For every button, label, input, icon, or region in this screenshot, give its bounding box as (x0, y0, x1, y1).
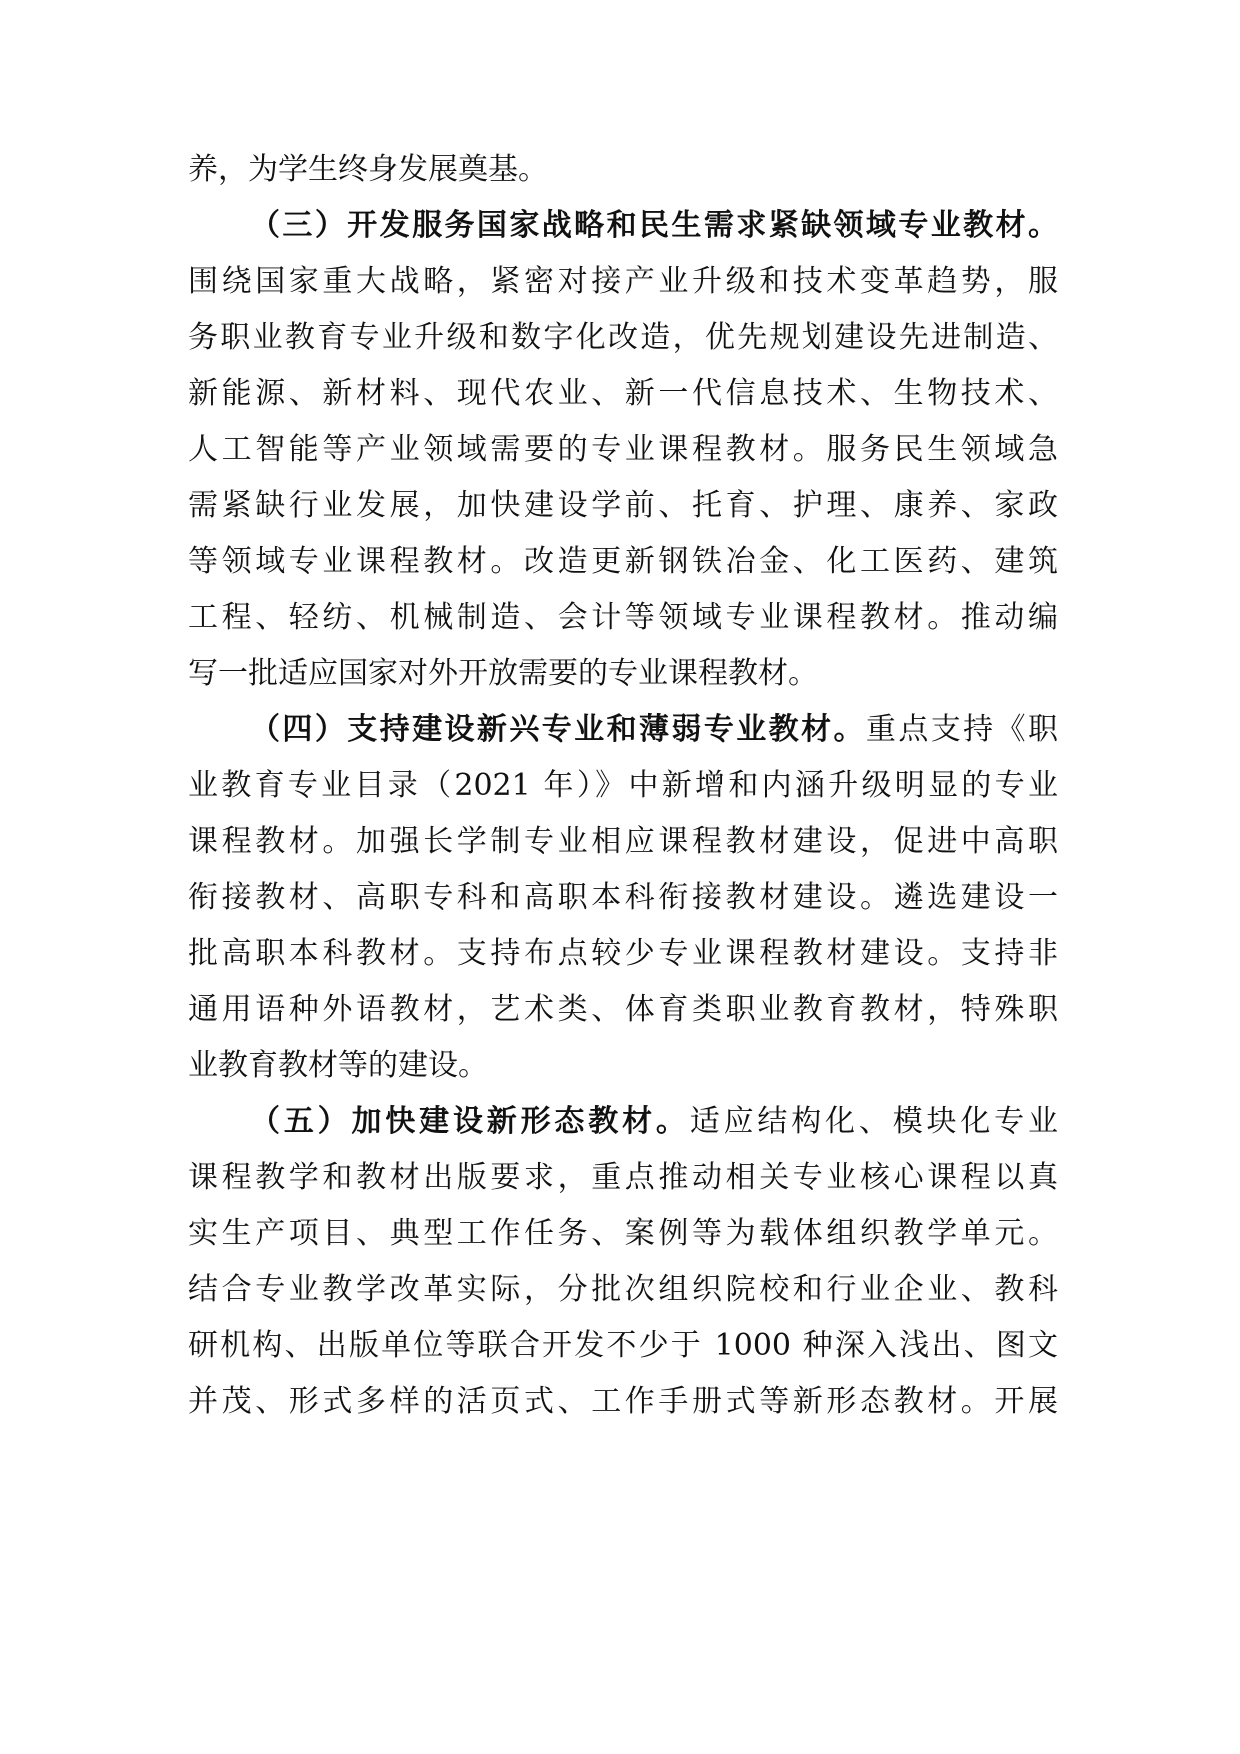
text-line: 通用语种外语教材，艺术类、体育类职业教育教材，特殊职 (188, 992, 1058, 1027)
section-heading-4 (250, 710, 1058, 750)
text-line: 业教育教材等的建设。 (188, 1048, 488, 1083)
text-line: 批高职本科教材。支持布点较少专业课程教材建设。支持非 (188, 936, 1058, 971)
text-line: 实生产项目、典型工作任务、案例等为载体组织教学单元。 (188, 1216, 1058, 1251)
heading-4-text: 重点支持《职 (865, 712, 1059, 747)
text-line: 并茂、形式多样的活页式、工作手册式等新形态教材。开展 (188, 1384, 1058, 1419)
text-line: 工程、轻纺、机械制造、会计等领域专业课程教材。推动编 (188, 600, 1058, 635)
text-line: 课程教学和教材出版要求，重点推动相关专业核心课程以真 (188, 1160, 1058, 1195)
text-line: 衔接教材、高职专科和高职本科衔接教材建设。遴选建设一 (188, 880, 1058, 915)
heading-4-title: （四）支持建设新兴专业和薄弱专业教材。 (250, 712, 866, 747)
text-line: 围绕国家重大战略，紧密对接产业升级和技术变革趋势，服 (188, 264, 1058, 299)
text-line: 课程教材。加强长学制专业相应课程教材建设，促进中高职 (188, 824, 1058, 859)
section-heading-3: （三）开发服务国家战略和民生需求紧缺领域专业教材。 (250, 208, 1058, 243)
section-heading-5 (250, 1102, 1058, 1142)
text-line: 业教育专业目录（2021 年）》中新增和内涵升级明显的专业 (188, 768, 1058, 803)
text-line: 养，为学生终身发展奠基。 (188, 152, 548, 187)
heading-5-text: 适应结构化、模块化专业 (689, 1104, 1059, 1139)
text-line: 等领域专业课程教材。改造更新钢铁冶金、化工医药、建筑 (188, 544, 1058, 579)
text-line: 需紧缺行业发展，加快建设学前、托育、护理、康养、家政 (188, 488, 1058, 523)
text-line: 务职业教育专业升级和数字化改造，优先规划建设先进制造、 (188, 320, 1058, 355)
text-line: 新能源、新材料、现代农业、新一代信息技术、生物技术、 (188, 376, 1058, 411)
text-line: 写一批适应国家对外开放需要的专业课程教材。 (188, 656, 818, 691)
text-line: 结合专业教学改革实际，分批次组织院校和行业企业、教科 (188, 1272, 1058, 1307)
text-line: 研机构、出版单位等联合开发不少于 1000 种深入浅出、图文 (188, 1328, 1058, 1363)
text-line: 人工智能等产业领域需要的专业课程教材。服务民生领域急 (188, 432, 1058, 467)
heading-5-title: （五）加快建设新形态教材。 (250, 1104, 690, 1139)
